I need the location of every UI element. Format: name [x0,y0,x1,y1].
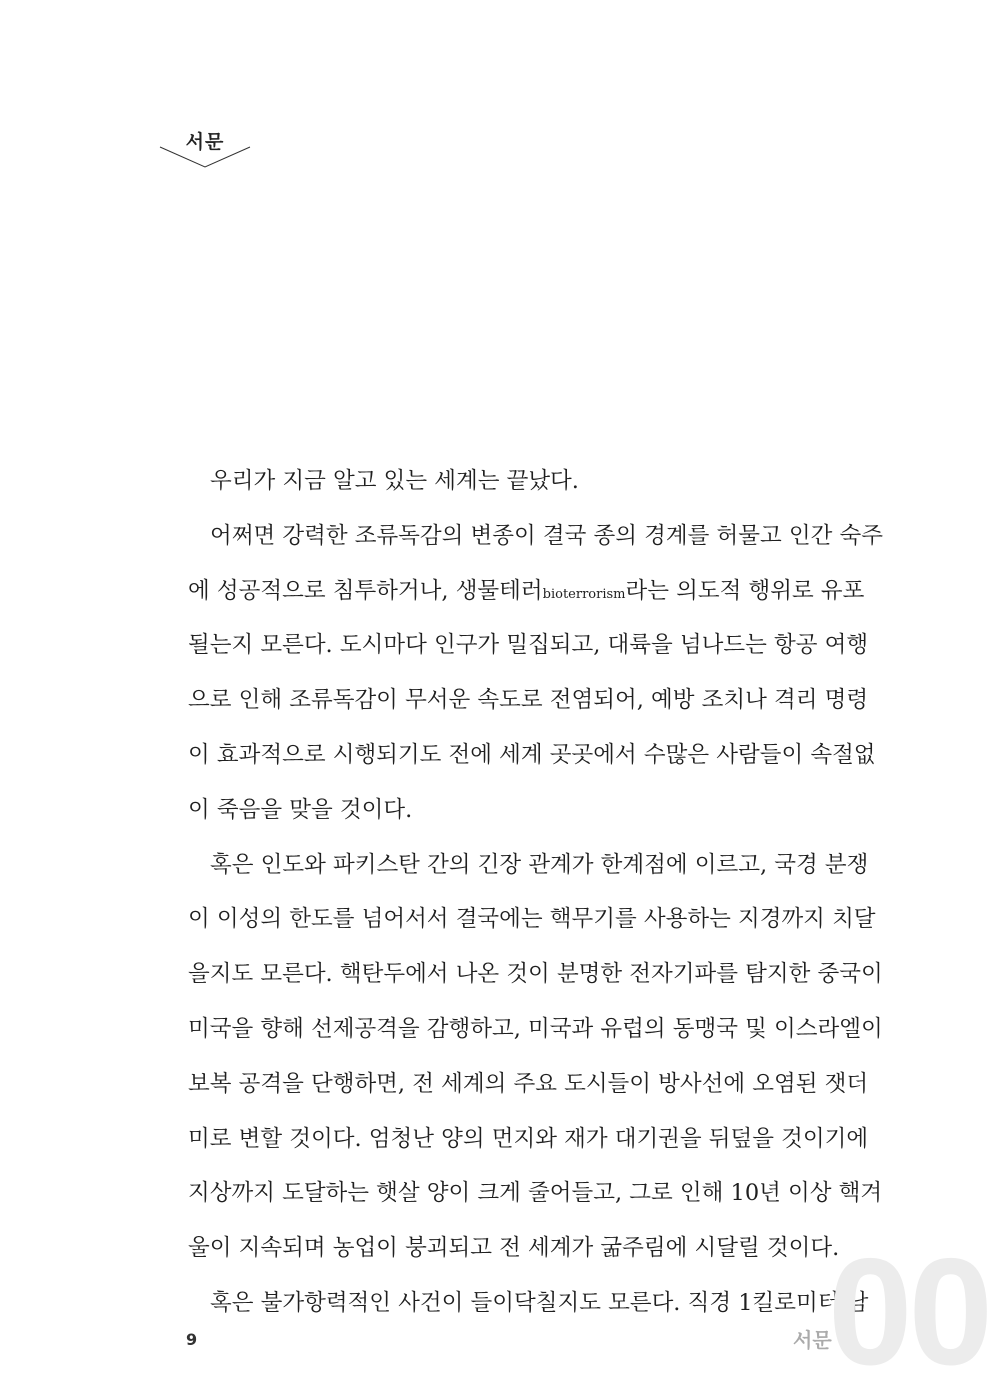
text-line: 될는지 모른다. 도시마다 인구가 밀집되고, 대륙을 넘나드는 항공 여행 [188,632,869,659]
text-line: 이 이성의 한도를 넘어서서 결국에는 핵무기를 사용하는 지경까지 치달 [188,906,876,933]
text-line: 우리가 지금 알고 있는 세계는 끝났다. [210,468,579,494]
text-line: 지상까지 도달하는 햇살 양이 크게 줄어들고, 그로 인해 10년 이상 핵겨 [188,1180,883,1207]
latin-term: bioterrorism [542,586,626,602]
text-segment: 라는 의도적 행위로 유포 [625,577,865,604]
body-text [188,454,883,1331]
running-title: 서문 [793,1328,832,1352]
page-number: 9 [186,1330,198,1349]
text-line: 혹은 불가항력적인 사건이 들이닥칠지도 모른다. 직경 1킬로미터 남 [210,1289,869,1316]
section-heading-label: 서문 [185,131,225,153]
text-line: 미국을 향해 선제공격을 감행하고, 미국과 유럽의 동맹국 및 이스라엘이 [188,1015,883,1042]
text-line: 어쩌면 강력한 조류독감의 변종이 결국 종의 경계를 허물고 인간 숙주 [210,522,883,549]
chapter-number: 00 [828,1227,989,1397]
text-line [188,564,865,619]
section-heading [160,118,250,174]
text-segment: 에 성공적으로 침투하거나, 생물테러 [188,577,543,604]
chevron-down-icon [160,144,250,170]
text-line: 이 죽음을 맞을 것이다. [188,796,413,823]
text-line: 이 효과적으로 시행되기도 전에 세계 곳곳에서 수많은 사람들이 속절없 [188,741,876,768]
text-line: 보복 공격을 단행하면, 전 세계의 주요 도시들이 방사선에 오염된 잿더 [188,1070,869,1097]
text-line: 혹은 인도와 파키스탄 간의 긴장 관계가 한계점에 이르고, 국경 분쟁 [210,851,869,878]
text-line: 을지도 모른다. 핵탄두에서 나온 것이 분명한 전자기파를 탐지한 중국이 [188,961,883,988]
text-line: 미로 변할 것이다. 엄청난 양의 먼지와 재가 대기권을 뒤덮을 것이기에 [188,1125,869,1152]
text-line: 울이 지속되며 농업이 붕괴되고 전 세계가 굶주림에 시달릴 것이다. [188,1235,840,1262]
text-line: 으로 인해 조류독감이 무서운 속도로 전염되어, 예방 조치나 격리 명령 [188,687,869,714]
